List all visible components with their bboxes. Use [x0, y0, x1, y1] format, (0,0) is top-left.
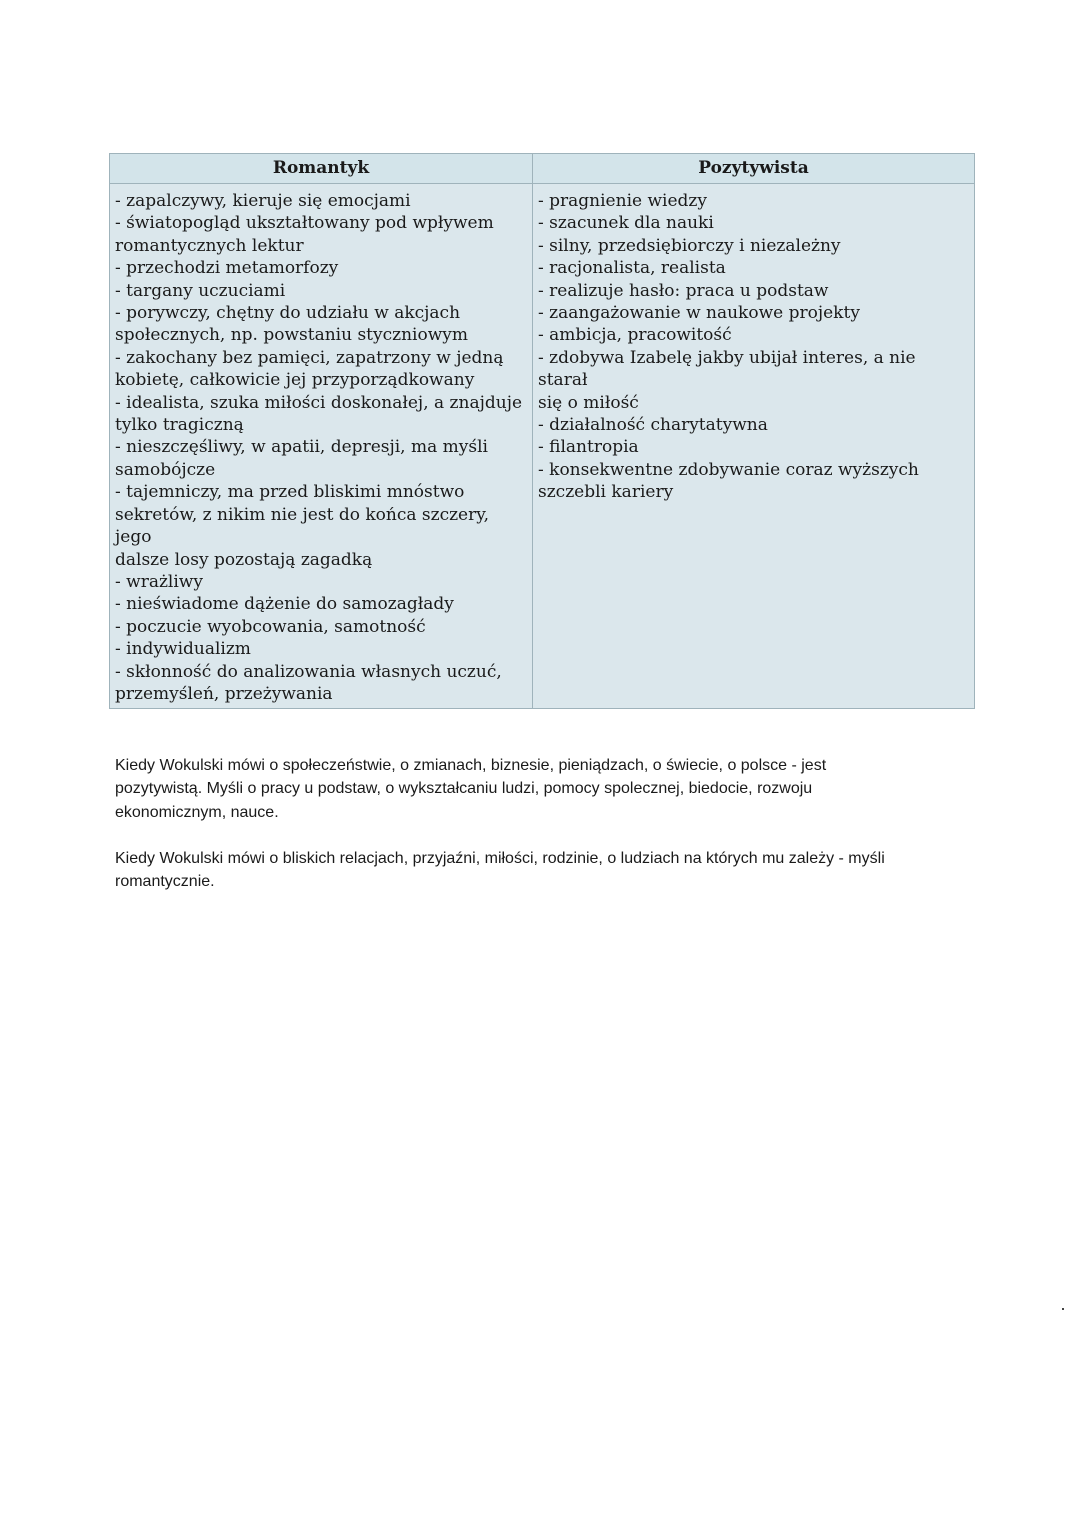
pozytywista-line: - konsekwentne zdobywanie coraz wyższych	[538, 459, 919, 480]
romantyk-cell	[110, 184, 533, 709]
romantyk-line: dalsze losy pozostają zagadką	[115, 549, 373, 570]
romantyk-line: samobójcze	[115, 459, 216, 480]
paragraph-line: Kiedy Wokulski mówi o społeczeństwie, o zmianach, biznesie, pieniądzach, o świecie, o polsce - jest	[115, 757, 827, 774]
romantyk-line: - światopogląd ukształtowany pod wpływem	[115, 213, 494, 234]
paragraph-line: pozytywistą. Myśli o pracy u podstaw, o wykształcaniu ludzi, pomocy spolecznej, biedocie, rozwoju	[115, 780, 813, 798]
romantyk-line: - zapalczywy, kieruje się emocjami	[115, 191, 411, 211]
table-header-row	[110, 154, 975, 184]
romantyk-line: romantycznych lektur	[115, 235, 304, 256]
romantyk-line: sekretów, z nikim nie jest do końca szczery, jego	[115, 504, 489, 548]
romantyk-line: - przechodzi metamorfozy	[115, 258, 339, 279]
romantyk-line: - skłonność do analizowania własnych uczuć,	[115, 661, 502, 682]
romantyk-line: - nieświadome dążenie do samozagłady	[115, 594, 454, 615]
pozytywista-line: - działalność charytatywna	[538, 415, 768, 436]
paragraph-positivist	[115, 754, 975, 824]
stray-dot	[1062, 1308, 1064, 1310]
pozytywista-line: - zaangażowanie w naukowe projekty	[538, 303, 860, 324]
pozytywista-line: - filantropia	[538, 437, 639, 458]
romantyk-line: - nieszczęśliwy, w apatii, depresji, ma myśli	[115, 437, 488, 458]
header-pozytywista: Pozytywista	[533, 154, 975, 184]
paragraph-line: romantycznie.	[115, 873, 215, 891]
romantyk-line: - indywidualizm	[115, 639, 251, 660]
paragraph-line: Kiedy Wokulski mówi o bliskich relacjach, przyjaźni, miłości, rodzinie, o ludziach na których mu zależy - myśli	[115, 850, 885, 867]
pozytywista-line: się o miłość	[538, 392, 639, 413]
comparison-table	[109, 153, 975, 709]
romantyk-line: społecznych, np. powstaniu styczniowym	[115, 325, 468, 346]
pozytywista-line: - realizuje hasło: praca u podstaw	[538, 280, 829, 301]
romantyk-line: - porywczy, chętny do udziału w akcjach	[115, 303, 461, 324]
romantyk-line: kobietę, całkowicie jej przyporządkowany	[115, 370, 475, 391]
romantyk-line: - zakochany bez pamięci, zapatrzony w jedną	[115, 347, 504, 368]
romantyk-line: - poczucie wyobcowania, samotność	[115, 616, 426, 637]
header-romantyk: Romantyk	[110, 154, 533, 184]
romantyk-line: przemyśleń, przeżywania	[115, 683, 333, 704]
paragraph-line: ekonomicznym, nauce.	[115, 803, 279, 821]
romantyk-line: - wrażliwy	[115, 571, 203, 592]
pozytywista-line: - zdobywa Izabelę jakby ubijał interes, a nie starał	[538, 347, 916, 391]
pozytywista-line: - szacunek dla nauki	[538, 213, 714, 234]
pozytywista-line: - silny, przedsiębiorczy i niezależny	[538, 235, 841, 256]
pozytywista-cell	[533, 184, 975, 709]
romantyk-line: tylko tragiczną	[115, 415, 244, 436]
romantyk-line: - idealista, szuka miłości doskonałej, a znajduje	[115, 392, 523, 413]
romantyk-line: - tajemniczy, ma przed bliskimi mnóstwo	[115, 482, 465, 503]
pozytywista-line: - ambicja, pracowitość	[538, 325, 732, 346]
romantyk-line: - targany uczuciami	[115, 280, 286, 301]
pozytywista-line: szczebli kariery	[538, 482, 674, 503]
paragraph-romantic	[115, 847, 975, 894]
pozytywista-line: - pragnienie wiedzy	[538, 191, 707, 211]
table-row	[110, 184, 975, 709]
pozytywista-line: - racjonalista, realista	[538, 258, 726, 279]
